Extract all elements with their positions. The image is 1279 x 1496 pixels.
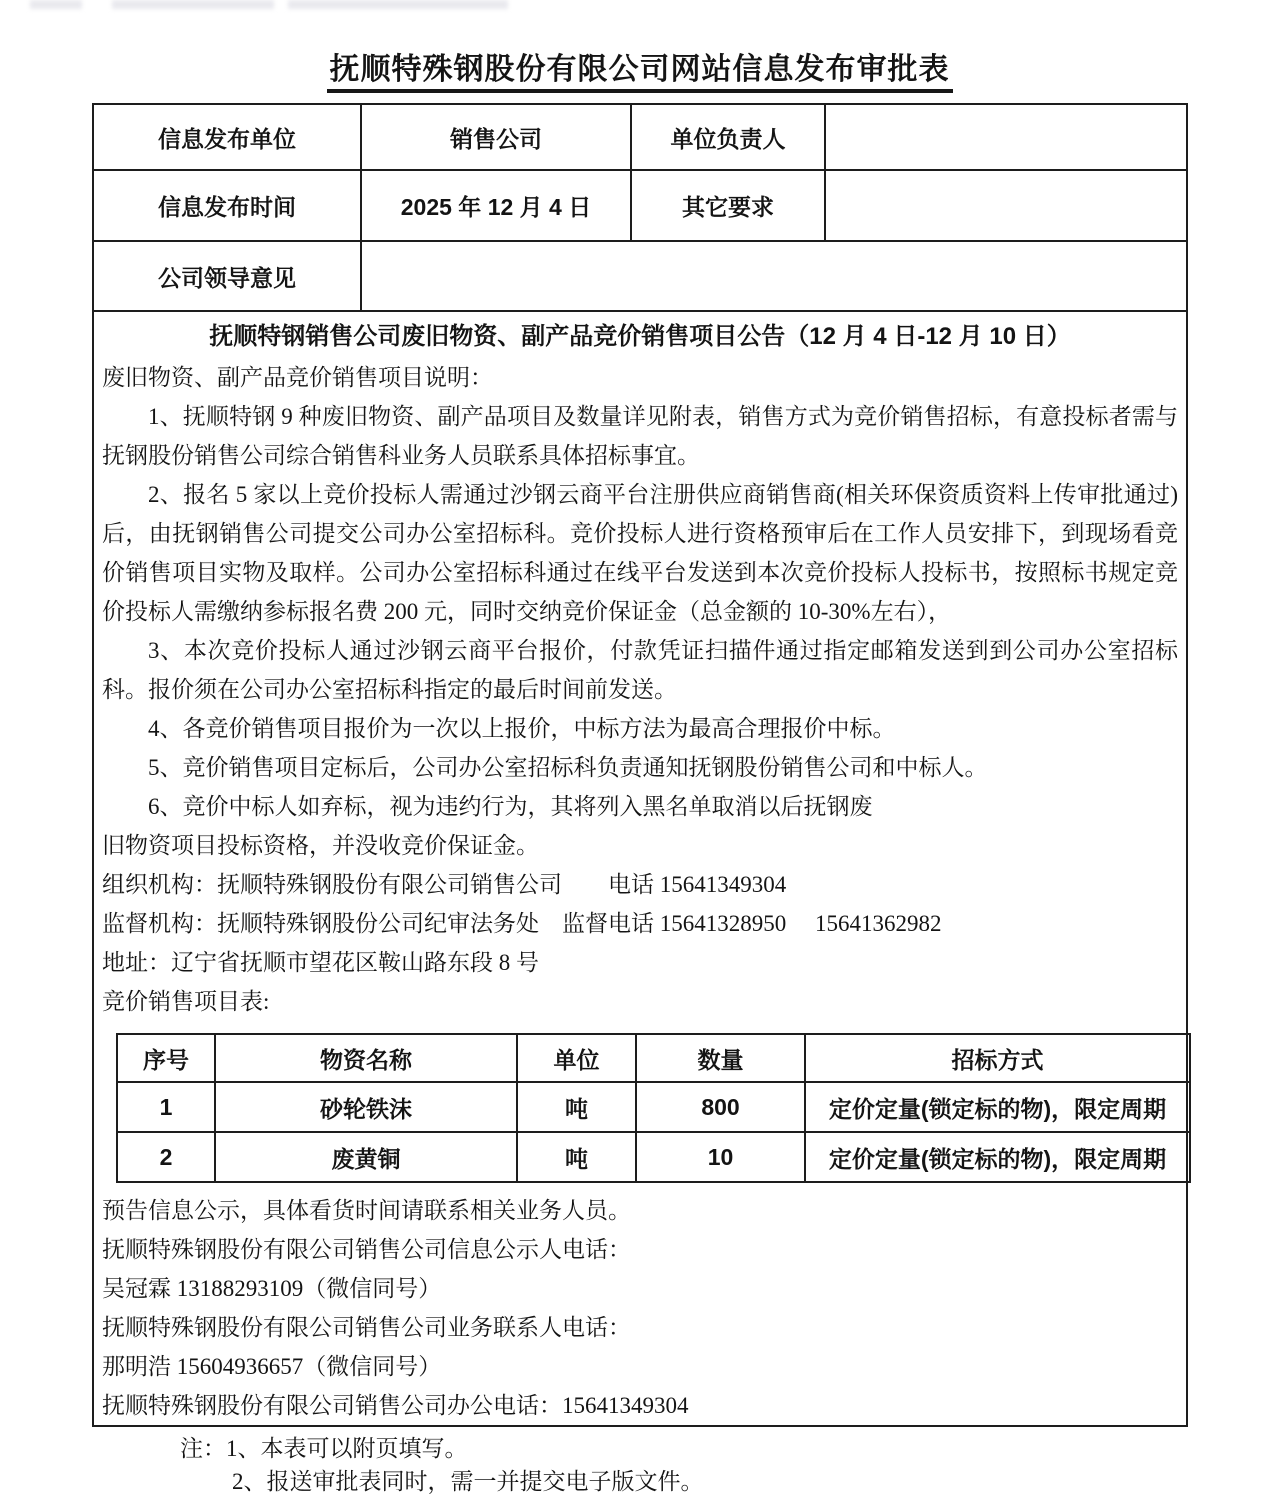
announcement-intro: 废旧物资、副产品竞价销售项目说明： <box>102 365 493 390</box>
publicity-contact-label: 抚顺特殊钢股份有限公司销售公司信息公示人电话： <box>102 1237 631 1262</box>
col-header-method: 招标方式 <box>805 1034 1190 1082</box>
business-contact-label: 抚顺特殊钢股份有限公司销售公司业务联系人电话： <box>102 1315 631 1340</box>
col-header-index: 序号 <box>117 1034 215 1082</box>
publish-time-value: 2025 年 12 月 4 日 <box>361 170 631 241</box>
announcement-content-cell <box>93 311 1187 1426</box>
table-row <box>93 170 1187 241</box>
announcement-item-6-continued: 旧物资项目投标资格，并没收竞价保证金。 <box>102 833 539 858</box>
office-phone-line: 抚顺特殊钢股份有限公司销售公司办公电话：15641349304 <box>102 1393 689 1418</box>
cell-method: 定价定量(锁定标的物)，限定周期 <box>805 1132 1190 1182</box>
organizer-line: 组织机构：抚顺特殊钢股份有限公司销售公司 电话 15641349304 <box>102 872 787 897</box>
table-header-row <box>117 1034 1190 1082</box>
cell-index: 2 <box>117 1132 215 1182</box>
redacted-text-blur <box>112 0 274 9</box>
unit-leader-label: 单位负责人 <box>631 104 825 170</box>
table-row <box>117 1082 1190 1132</box>
preview-notice: 预告信息公示，具体看货时间请联系相关业务人员。 <box>102 1198 631 1223</box>
col-header-quantity: 数量 <box>636 1034 805 1082</box>
redacted-text-blur <box>288 0 508 9</box>
publish-time-label: 信息发布时间 <box>93 170 361 241</box>
announcement-item-4: 4、各竞价销售项目报价为一次以上报价，中标方法为最高合理报价中标。 <box>148 716 896 741</box>
announcement-item-1: 1、抚顺特钢 9 种废旧物资、副产品项目及数量详见附表，销售方式为竞价销售招标，有意投标者需与抚钢股份销售公司综合销售科业务人员联系具体招标事宜。 <box>102 404 1178 468</box>
address-line: 地址：辽宁省抚顺市望花区鞍山路东段 8 号 <box>102 950 539 975</box>
unit-leader-value <box>825 104 1187 170</box>
col-header-unit: 单位 <box>517 1034 636 1082</box>
col-header-material: 物资名称 <box>215 1034 517 1082</box>
cell-material: 砂轮铁沫 <box>215 1082 517 1132</box>
publicity-contact-value: 吴冠霖 13188293109（微信同号） <box>102 1276 442 1301</box>
bid-items-table <box>116 1033 1191 1183</box>
page-title-text: 抚顺特殊钢股份有限公司网站信息发布审批表 <box>327 53 953 93</box>
redacted-text-blur <box>30 0 82 9</box>
approval-form-table <box>92 103 1188 1427</box>
announcement-title: 抚顺特钢销售公司废旧物资、副产品竞价销售项目公告（12 月 4 日-12 月 10 日） <box>209 323 1071 350</box>
bid-table-caption: 竞价销售项目表: <box>102 989 270 1014</box>
cell-index: 1 <box>117 1082 215 1132</box>
announcement-item-6: 6、竞价中标人如弃标，视为违约行为，其将列入黑名单取消以后抚钢废 <box>148 794 873 819</box>
cell-quantity: 10 <box>636 1132 805 1182</box>
leader-opinion-value <box>361 241 1187 311</box>
announcement-item-3: 3、本次竞价投标人通过沙钢云商平台报价，付款凭证扫描件通过指定邮箱发送到到公司办公室招标科。报价须在公司办公室招标科指定的最后时间前发送。 <box>102 638 1178 702</box>
table-row <box>117 1132 1190 1182</box>
publish-unit-label: 信息发布单位 <box>93 104 361 170</box>
cell-quantity: 800 <box>636 1082 805 1132</box>
footnote-1: 注：1、本表可以附页填写。 <box>180 1436 468 1461</box>
announcement-item-5: 5、竞价销售项目定标后，公司办公室招标科负责通知抚钢股份销售公司和中标人。 <box>148 755 988 780</box>
publish-unit-value: 销售公司 <box>361 104 631 170</box>
footnote-2: 2、报送审批表同时，需一并提交电子版文件。 <box>232 1469 704 1494</box>
other-requirement-label: 其它要求 <box>631 170 825 241</box>
cell-material: 废黄铜 <box>215 1132 517 1182</box>
page-title <box>0 44 1279 88</box>
table-row <box>93 311 1187 1426</box>
supervisor-line: 监督机构：抚顺特殊钢股份公司纪审法务处 监督电话 15641328950 15641362982 <box>102 911 942 936</box>
cell-method: 定价定量(锁定标的物)，限定周期 <box>805 1082 1190 1132</box>
table-row <box>93 241 1187 311</box>
other-requirement-value <box>825 170 1187 241</box>
cell-unit: 吨 <box>517 1082 636 1132</box>
table-row <box>93 104 1187 170</box>
announcement-item-2: 2、报名 5 家以上竞价投标人需通过沙钢云商平台注册供应商销售商(相关环保资质资料上传审批通过)后，由抚钢销售公司提交公司办公室招标科。竞价投标人进行资格预审后在工作人员安排下，到现场看竞价销售项目实物及取样。公司办公室招标科通过在线平台发送到本次竞价投标人投标书，按照标书规定竞价投标人需缴纳参标报名费 200 元，同时交纳竞价保证金（总金额的 10-30%左右）， <box>102 482 1178 624</box>
business-contact-value: 那明浩 15604936657（微信同号） <box>102 1354 442 1379</box>
leader-opinion-label: 公司领导意见 <box>93 241 361 311</box>
cell-unit: 吨 <box>517 1132 636 1182</box>
